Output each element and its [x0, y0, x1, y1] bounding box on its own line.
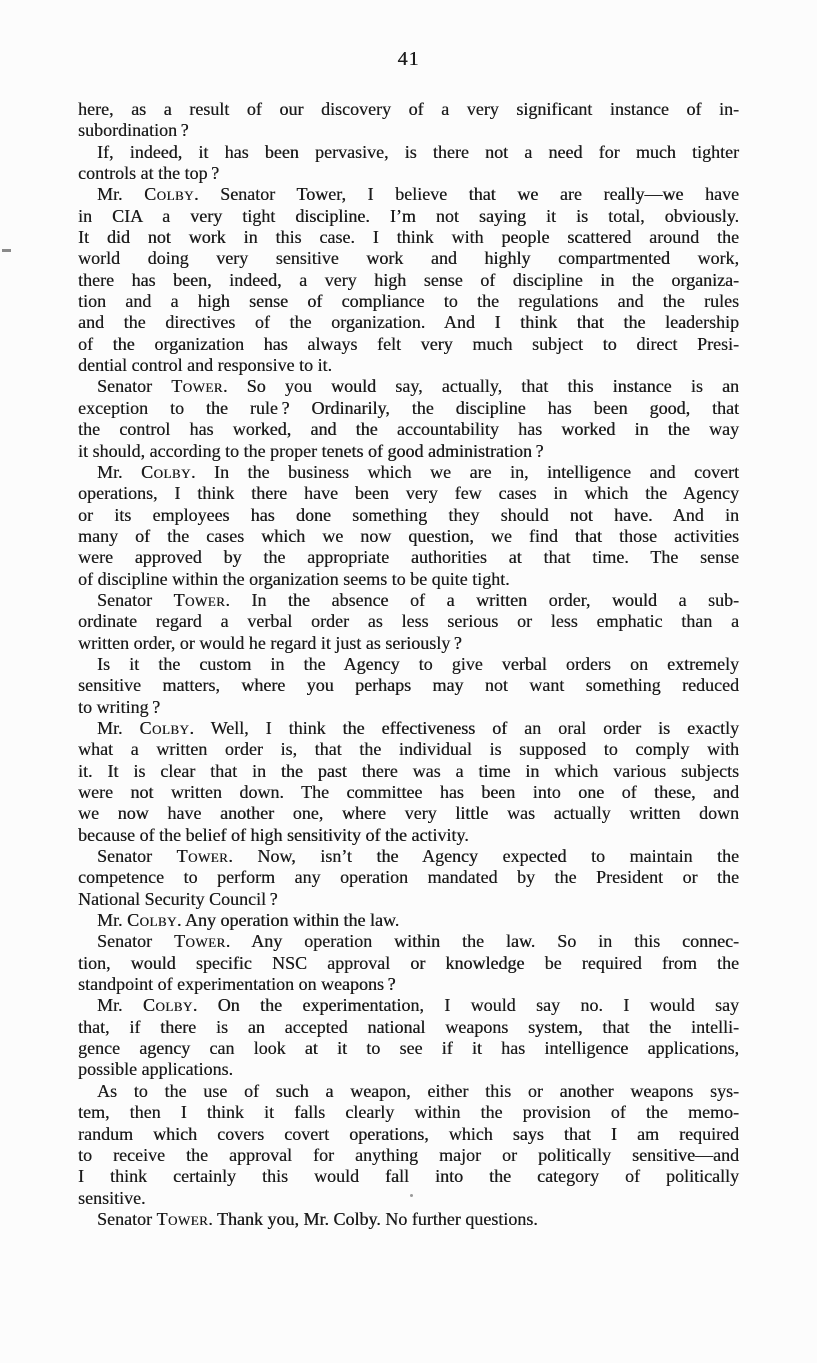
page-number: 41	[397, 48, 420, 70]
text-line: many of the cases which we now question, we find that those activities	[78, 525, 739, 546]
text-line: the control has worked, and the accountability has worked in the way	[78, 419, 739, 440]
text-line: it. It is clear that in the past there was a time in which various subjects	[78, 760, 739, 781]
text-line: I think certainly this would fall into the category of politically	[78, 1166, 739, 1187]
text-line: world doing very sensitive work and highly compartmented work,	[78, 248, 739, 269]
speaker-name: Colby	[141, 461, 191, 482]
text-line: that, if there is an accepted national weapons system, that the intelli-	[78, 1016, 739, 1037]
text-line: It did not work in this case. I think with people scattered around the	[78, 227, 739, 248]
scan-artifact-dash	[2, 249, 11, 252]
speaker-name: Tower	[173, 931, 226, 952]
text-line: subordination ?	[78, 120, 189, 141]
text-line: it should, according to the proper tenets of good administration ?	[78, 440, 544, 461]
text-line: gence agency can look at it to see if it has intelligence applications,	[78, 1038, 739, 1059]
text-line: tion and a high sense of compliance to the regulations and the rules	[78, 291, 739, 312]
paragraph	[78, 1209, 739, 1230]
paragraph	[78, 846, 739, 910]
text-line: standpoint of experimentation on weapons ?	[78, 974, 396, 995]
paragraph	[78, 718, 739, 846]
text-line: were not written down. The committee has been into one of these, and	[78, 782, 739, 802]
paragraph	[78, 142, 739, 185]
text-line: Mr. Colby. Any operation within the law.	[97, 910, 400, 931]
text-line: and the directives of the organization. And I think that the leadership	[78, 312, 739, 333]
paragraph	[78, 376, 739, 461]
text-line: If, indeed, it has been pervasive, is there not a need for much tighter	[97, 141, 739, 162]
text-line: National Security Council ?	[78, 888, 278, 909]
text-line: because of the belief of high sensitivity of the activity.	[78, 824, 469, 845]
text-line: tem, then I think it falls clearly within the provision of the memo-	[78, 1102, 739, 1123]
text-line: As to the use of such a weapon, either this or another weapons sys-	[97, 1080, 739, 1101]
text-line: to receive the approval for anything major or politically sensitive—and	[78, 1144, 739, 1165]
text-line: sensitive.	[78, 1187, 146, 1208]
text-line: Senator Tower. Thank you, Mr. Colby. No further questions.	[97, 1208, 538, 1229]
speaker-name: Colby	[144, 184, 195, 205]
speaker-name: Tower	[156, 1208, 209, 1229]
text-line: of discipline within the organization seems to be quite tight.	[78, 568, 510, 589]
text-line: Senator Tower. So you would say, actually, that this instance is an	[97, 376, 740, 397]
text-line: dential control and responsive to it.	[78, 355, 332, 376]
paragraph	[78, 910, 739, 931]
text-line: Mr. Colby. Well, I think the effectiveness of an oral order is exactly	[97, 717, 739, 738]
speaker-name: Tower	[173, 589, 226, 610]
text-line: operations, I think there have been very few cases in which the Agency	[78, 483, 739, 504]
text-line: of the organization has always felt very much subject to direct Presi-	[78, 333, 739, 354]
text-line: in CIA a very tight discipline. I’m not saying it is total, obviously.	[78, 205, 739, 226]
text-line: sensitive matters, where you perhaps may not want something reduced	[78, 675, 739, 696]
paragraph	[78, 590, 739, 654]
paragraph	[78, 184, 739, 376]
text-line: exception to the rule ? Ordinarily, the discipline has been good, that	[78, 397, 739, 418]
scan-artifact-dot	[410, 1194, 413, 1197]
text-line: Mr. Colby. Senator Tower, I believe that we are really—we have	[97, 184, 739, 205]
paragraph	[78, 1081, 739, 1209]
text-line: Senator Tower. Now, isn’t the Agency expected to maintain the	[97, 846, 739, 867]
text-line: randum which covers covert operations, which says that I am required	[78, 1123, 739, 1144]
text-line: Mr. Colby. In the business which we are in, intelligence and covert	[97, 461, 739, 482]
text-line: Is it the custom in the Agency to give verbal orders on extremely	[97, 653, 739, 674]
text-line: controls at the top ?	[78, 163, 220, 184]
text-line: Senator Tower. Any operation within the law. So in this connec-	[97, 931, 739, 952]
speaker-name: Tower	[176, 846, 229, 867]
speaker-name: Tower	[171, 376, 223, 397]
text-line: here, as a result of our discovery of a very significant instance of in-	[78, 99, 739, 119]
text-line: to writing ?	[78, 696, 161, 717]
text-line: ordinate regard a verbal order as less serious or less emphatic than a	[78, 611, 739, 632]
speaker-name: Colby	[142, 995, 193, 1016]
paragraph	[78, 931, 739, 995]
text-line: what a written order is, that the individual is supposed to comply with	[78, 739, 739, 760]
paragraph	[78, 462, 739, 590]
paragraph	[78, 99, 739, 142]
text-line: competence to perform any operation mandated by the President or the	[78, 867, 739, 888]
text-line: possible applications.	[78, 1059, 233, 1080]
text-line: Senator Tower. In the absence of a written order, would a sub-	[97, 589, 739, 610]
text-line: we now have another one, where very little was actually written down	[78, 803, 739, 824]
paragraph	[78, 995, 739, 1080]
text-line: tion, would specific NSC approval or knowledge be required from the	[78, 952, 739, 973]
text-line: there has been, indeed, a very high sense of discipline in the organiza-	[78, 269, 739, 290]
speaker-name: Colby	[127, 910, 177, 931]
text-line: or its employees has done something they should not have. And in	[78, 504, 739, 525]
speaker-name: Colby	[139, 717, 190, 738]
text-line: Mr. Colby. On the experimentation, I would say no. I would say	[97, 995, 739, 1016]
paragraph	[78, 654, 739, 718]
transcript	[78, 99, 739, 1230]
text-line: were approved by the appropriate authorities at that time. The sense	[78, 547, 739, 568]
text-line: written order, or would he regard it just as seriously ?	[78, 632, 462, 653]
